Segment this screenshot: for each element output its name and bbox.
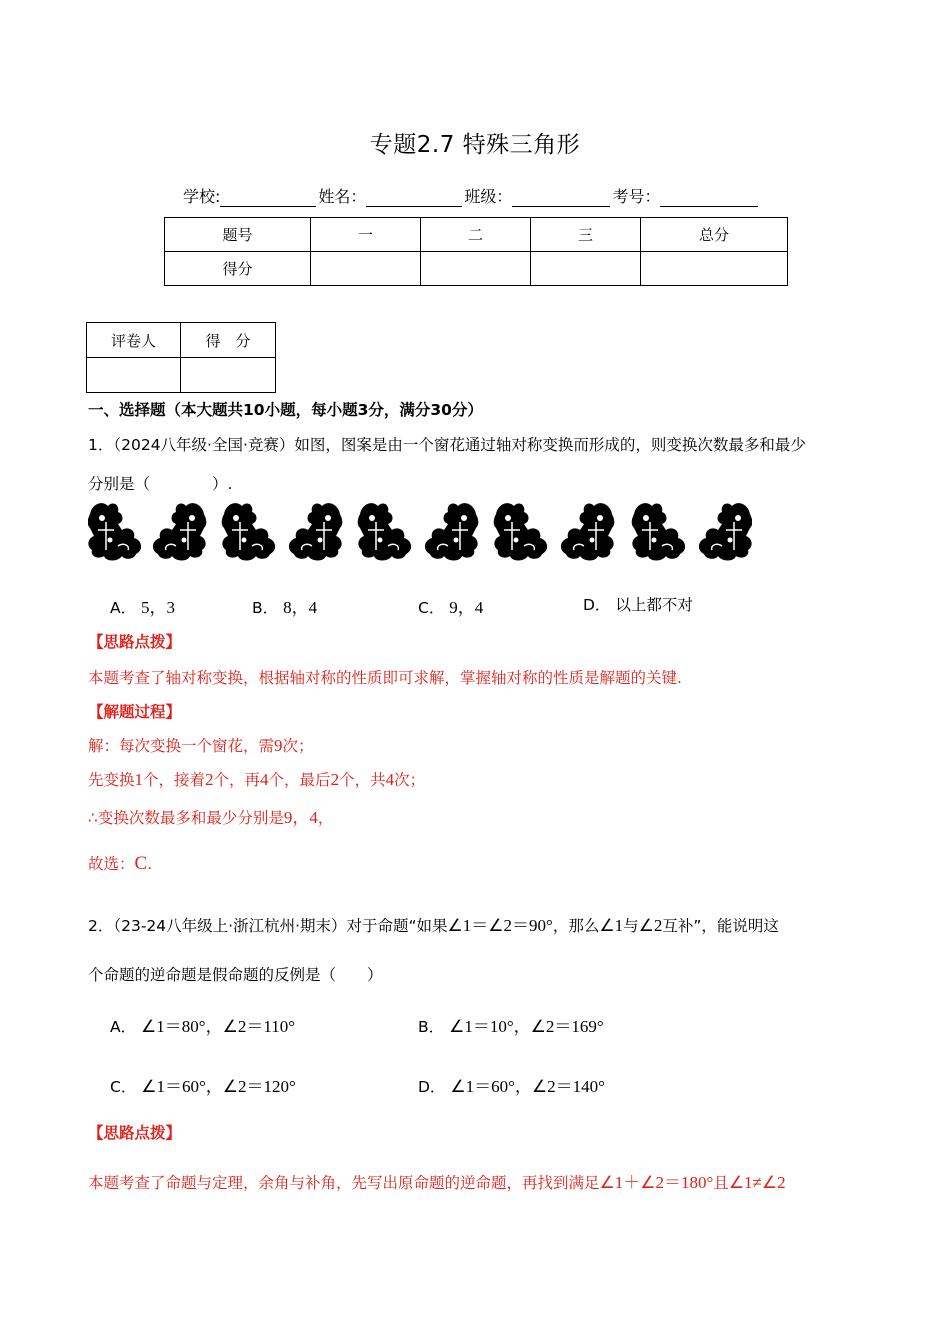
school-label: 学校: [183,187,221,206]
window-flower-motif [358,503,411,560]
q2-hint-title: 【思路点拨】 [88,1124,182,1142]
grader-table [86,322,276,393]
q1-solution-step3: ∴变换次数最多和最少分别是9，4， [88,808,334,827]
q1-text-line2: 分别是（ ）. [88,475,233,493]
q2-option-b[interactable]: B． ∠1＝10°，∠2＝169° [418,1017,604,1036]
page-title: 专题2.7 特殊三角形 [369,132,581,158]
score-header-cell: 一 [311,218,421,252]
q1-hint-title: 【思路点拨】 [88,633,182,651]
q1-process-title: 【解题过程】 [88,703,182,721]
grader-cell[interactable] [87,358,181,393]
class-label: 班级： [464,187,513,206]
grader-header: 评卷人 [87,323,181,358]
q2-option-a[interactable]: A． ∠1＝80°，∠2＝110° [110,1017,295,1036]
window-flower-motif [88,503,141,560]
score-header-cell: 总分 [641,218,788,252]
school-blank[interactable] [220,190,316,207]
q1-hint-text: 本题考查了轴对称变换，根据轴对称的性质即可求解，掌握轴对称的性质是解题的关键. [88,669,682,687]
student-info-line [183,184,760,207]
q2-text-line2: 个命题的逆命题是假命题的反例是（ ） [88,966,383,984]
name-blank[interactable] [366,190,462,207]
window-flower-pattern-figure [88,500,752,562]
q1-answer: 故选：C. [88,853,153,874]
grader-table-header-row [87,323,276,358]
grader-score-cell[interactable] [181,358,276,393]
score-header-cell: 三 [531,218,641,252]
window-flower-motif [494,503,547,560]
score-header-cell: 二 [421,218,531,252]
q1-option-d[interactable]: D． 以上都不对 [583,596,693,614]
score-cell[interactable] [311,252,421,286]
window-flower-motif [425,503,478,560]
grader-table-row [87,358,276,393]
q1-solution-step1: 解：每次变换一个窗花，需9次； [88,736,314,755]
q1-text-line1: 1．（2024八年级·全国·竞赛）如图，图案是由一个窗花通过轴对称变换而形成的，则变换次数最多和最少 [88,436,806,454]
q1-option-b[interactable]: B． 8，4 [252,598,318,617]
exam-no-blank[interactable] [660,190,758,207]
score-cell[interactable] [531,252,641,286]
q2-text-line1: 2．（23-24八年级上·浙江杭州·期末）对于命题“如果∠1＝∠2＝90°，那么∠1与∠2互补”，能说明这 [88,916,779,935]
q1-option-c[interactable]: C． 9，4 [418,598,484,617]
name-label: 姓名： [318,187,367,206]
q2-hint-text: 本题考查了命题与定理，余角与补角，先写出原命题的逆命题，再找到满足∠1＋∠2＝180°且∠1≠∠2 [88,1173,786,1192]
window-flower-motif [632,503,685,560]
score-cell[interactable] [641,252,788,286]
window-flower-motif [153,503,206,560]
window-flower-motif [699,503,752,560]
section-heading: 一、选择题（本大题共10小题，每小题3分，满分30分） [88,401,483,419]
grader-score-header: 得 分 [181,323,276,358]
score-table [164,217,788,286]
score-row-label: 得分 [165,252,311,286]
q1-option-a[interactable]: A． 5，3 [110,598,176,617]
score-cell[interactable] [421,252,531,286]
score-table-header-row [165,218,788,252]
q1-solution-step2: 先变换1个，接着2个，再4个，最后2个，共4次； [88,770,426,789]
class-blank[interactable] [512,190,610,207]
score-header-cell: 题号 [165,218,311,252]
q2-option-c[interactable]: C． ∠1＝60°，∠2＝120° [110,1077,296,1096]
q2-option-d[interactable]: D． ∠1＝60°，∠2＝140° [418,1077,605,1096]
window-flower-motif [222,503,275,560]
score-table-row [165,252,788,286]
exam-no-label: 考号： [612,187,661,206]
window-flower-motif [561,503,614,560]
window-flower-motif [289,503,342,560]
